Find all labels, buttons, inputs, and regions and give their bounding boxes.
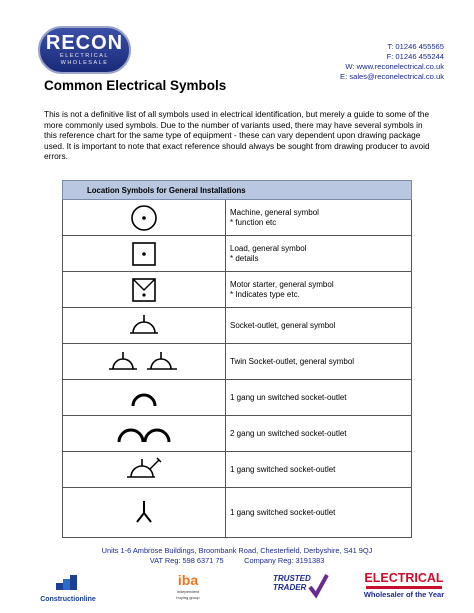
table-row bbox=[63, 236, 412, 272]
logo-subline-1: ELECTRICAL bbox=[60, 53, 109, 59]
description-cell bbox=[226, 344, 412, 380]
contact-tel: T: 01246 455565 bbox=[387, 42, 444, 51]
symbol-note: * function etc bbox=[230, 217, 277, 227]
iba-logo bbox=[172, 571, 204, 603]
description-cell bbox=[226, 452, 412, 488]
symbol-note: * details bbox=[230, 253, 259, 263]
page-title: Common Electrical Symbols bbox=[44, 78, 227, 93]
trusted-trader-logo bbox=[273, 571, 331, 603]
symbol-cell bbox=[63, 380, 226, 416]
description-cell bbox=[226, 236, 412, 272]
logo-wordmark: RECON bbox=[45, 32, 124, 54]
twin-socket-outlet-icon bbox=[106, 347, 182, 377]
table-row bbox=[63, 380, 412, 416]
table-row bbox=[63, 272, 412, 308]
symbol-label: 1 gang switched socket-outlet bbox=[230, 507, 336, 517]
contact-block bbox=[340, 42, 444, 82]
table-row bbox=[63, 416, 412, 452]
logo-subline-2: WHOLESALE bbox=[60, 60, 109, 66]
symbol-cell bbox=[63, 488, 226, 538]
company-logo bbox=[38, 26, 131, 74]
table-row bbox=[63, 452, 412, 488]
footer-registration: VAT Reg: 598 6371 75 Company Reg: 3191383 bbox=[149, 556, 325, 565]
description-cell bbox=[226, 308, 412, 344]
footer-address: Units 1-6 Ambrose Buildings, Broombank Road, Chesterfield, Derbyshire, S41 9QJ bbox=[101, 546, 373, 555]
two-gang-unswitched-socket-icon bbox=[116, 422, 172, 446]
award-stripe bbox=[366, 586, 442, 589]
motor-starter-icon bbox=[129, 275, 159, 305]
socket-outlet-icon bbox=[124, 311, 164, 341]
symbol-label: 2 gang un switched socket-outlet bbox=[230, 428, 347, 438]
unswitched-socket-icon bbox=[129, 386, 159, 410]
symbol-cell bbox=[63, 416, 226, 452]
contact-fax: F: 01246 455244 bbox=[386, 52, 444, 61]
description-cell bbox=[226, 488, 412, 538]
symbol-cell bbox=[63, 452, 226, 488]
symbol-cell bbox=[63, 236, 226, 272]
symbol-label: 1 gang un switched socket-outlet bbox=[230, 392, 347, 402]
building-blocks-icon bbox=[32, 571, 104, 591]
contact-web[interactable]: W: www.reconelectrical.co.uk bbox=[345, 62, 444, 71]
symbol-label: 1 gang switched socket-outlet bbox=[230, 464, 336, 474]
symbols-table bbox=[62, 180, 412, 538]
contact-email[interactable]: E: sales@reconelectrical.co.uk bbox=[340, 72, 444, 81]
table-row bbox=[63, 488, 412, 538]
table-heading: Location Symbols for General Installations bbox=[63, 181, 412, 200]
switched-socket-alt-icon bbox=[131, 498, 157, 528]
description-cell bbox=[226, 416, 412, 452]
table-row bbox=[63, 308, 412, 344]
symbol-label: Motor starter, general symbol bbox=[230, 279, 334, 289]
iba-subtext: independent buying group bbox=[176, 589, 200, 600]
symbol-cell bbox=[63, 308, 226, 344]
symbol-label: Load, general symbol bbox=[230, 243, 307, 253]
symbol-cell bbox=[63, 200, 226, 236]
table-row bbox=[63, 344, 412, 380]
iba-wordmark: iba bbox=[177, 572, 199, 588]
symbol-note: * Indicates type etc. bbox=[230, 289, 300, 299]
trusted-trader-text: TRUSTED TRADER bbox=[273, 574, 311, 592]
symbol-label: Twin Socket-outlet, general symbol bbox=[230, 356, 355, 366]
symbol-label: Socket-outlet, general symbol bbox=[230, 320, 336, 330]
switched-socket-icon bbox=[122, 455, 166, 485]
checkmark-icon bbox=[307, 573, 329, 599]
electrical-award-subtitle: Wholesaler of the Year bbox=[363, 590, 445, 599]
constructionline-text: Constructionline bbox=[40, 596, 96, 603]
electrical-award-title: ELECTRICAL bbox=[364, 571, 444, 585]
description-cell bbox=[226, 380, 412, 416]
load-icon bbox=[129, 239, 159, 269]
symbol-label: Machine, general symbol bbox=[230, 207, 319, 217]
table-row bbox=[63, 200, 412, 236]
description-cell bbox=[226, 272, 412, 308]
symbol-cell bbox=[63, 272, 226, 308]
description-cell bbox=[226, 200, 412, 236]
intro-paragraph: This is not a definitive list of all symbols used in electrical identification, but merely a guide to some of the more commonly used symbols. Due to the number of variants used, there may have several symbols in this reference chart for the same type of equipment - these can vary dependent upon drawing package used. It is important to note that exact reference should always be sought from drawing producer to avoid errors. bbox=[44, 109, 430, 162]
machine-icon bbox=[129, 203, 159, 233]
electrical-award-logo bbox=[362, 571, 446, 603]
symbol-cell bbox=[63, 344, 226, 380]
constructionline-logo bbox=[32, 571, 104, 603]
